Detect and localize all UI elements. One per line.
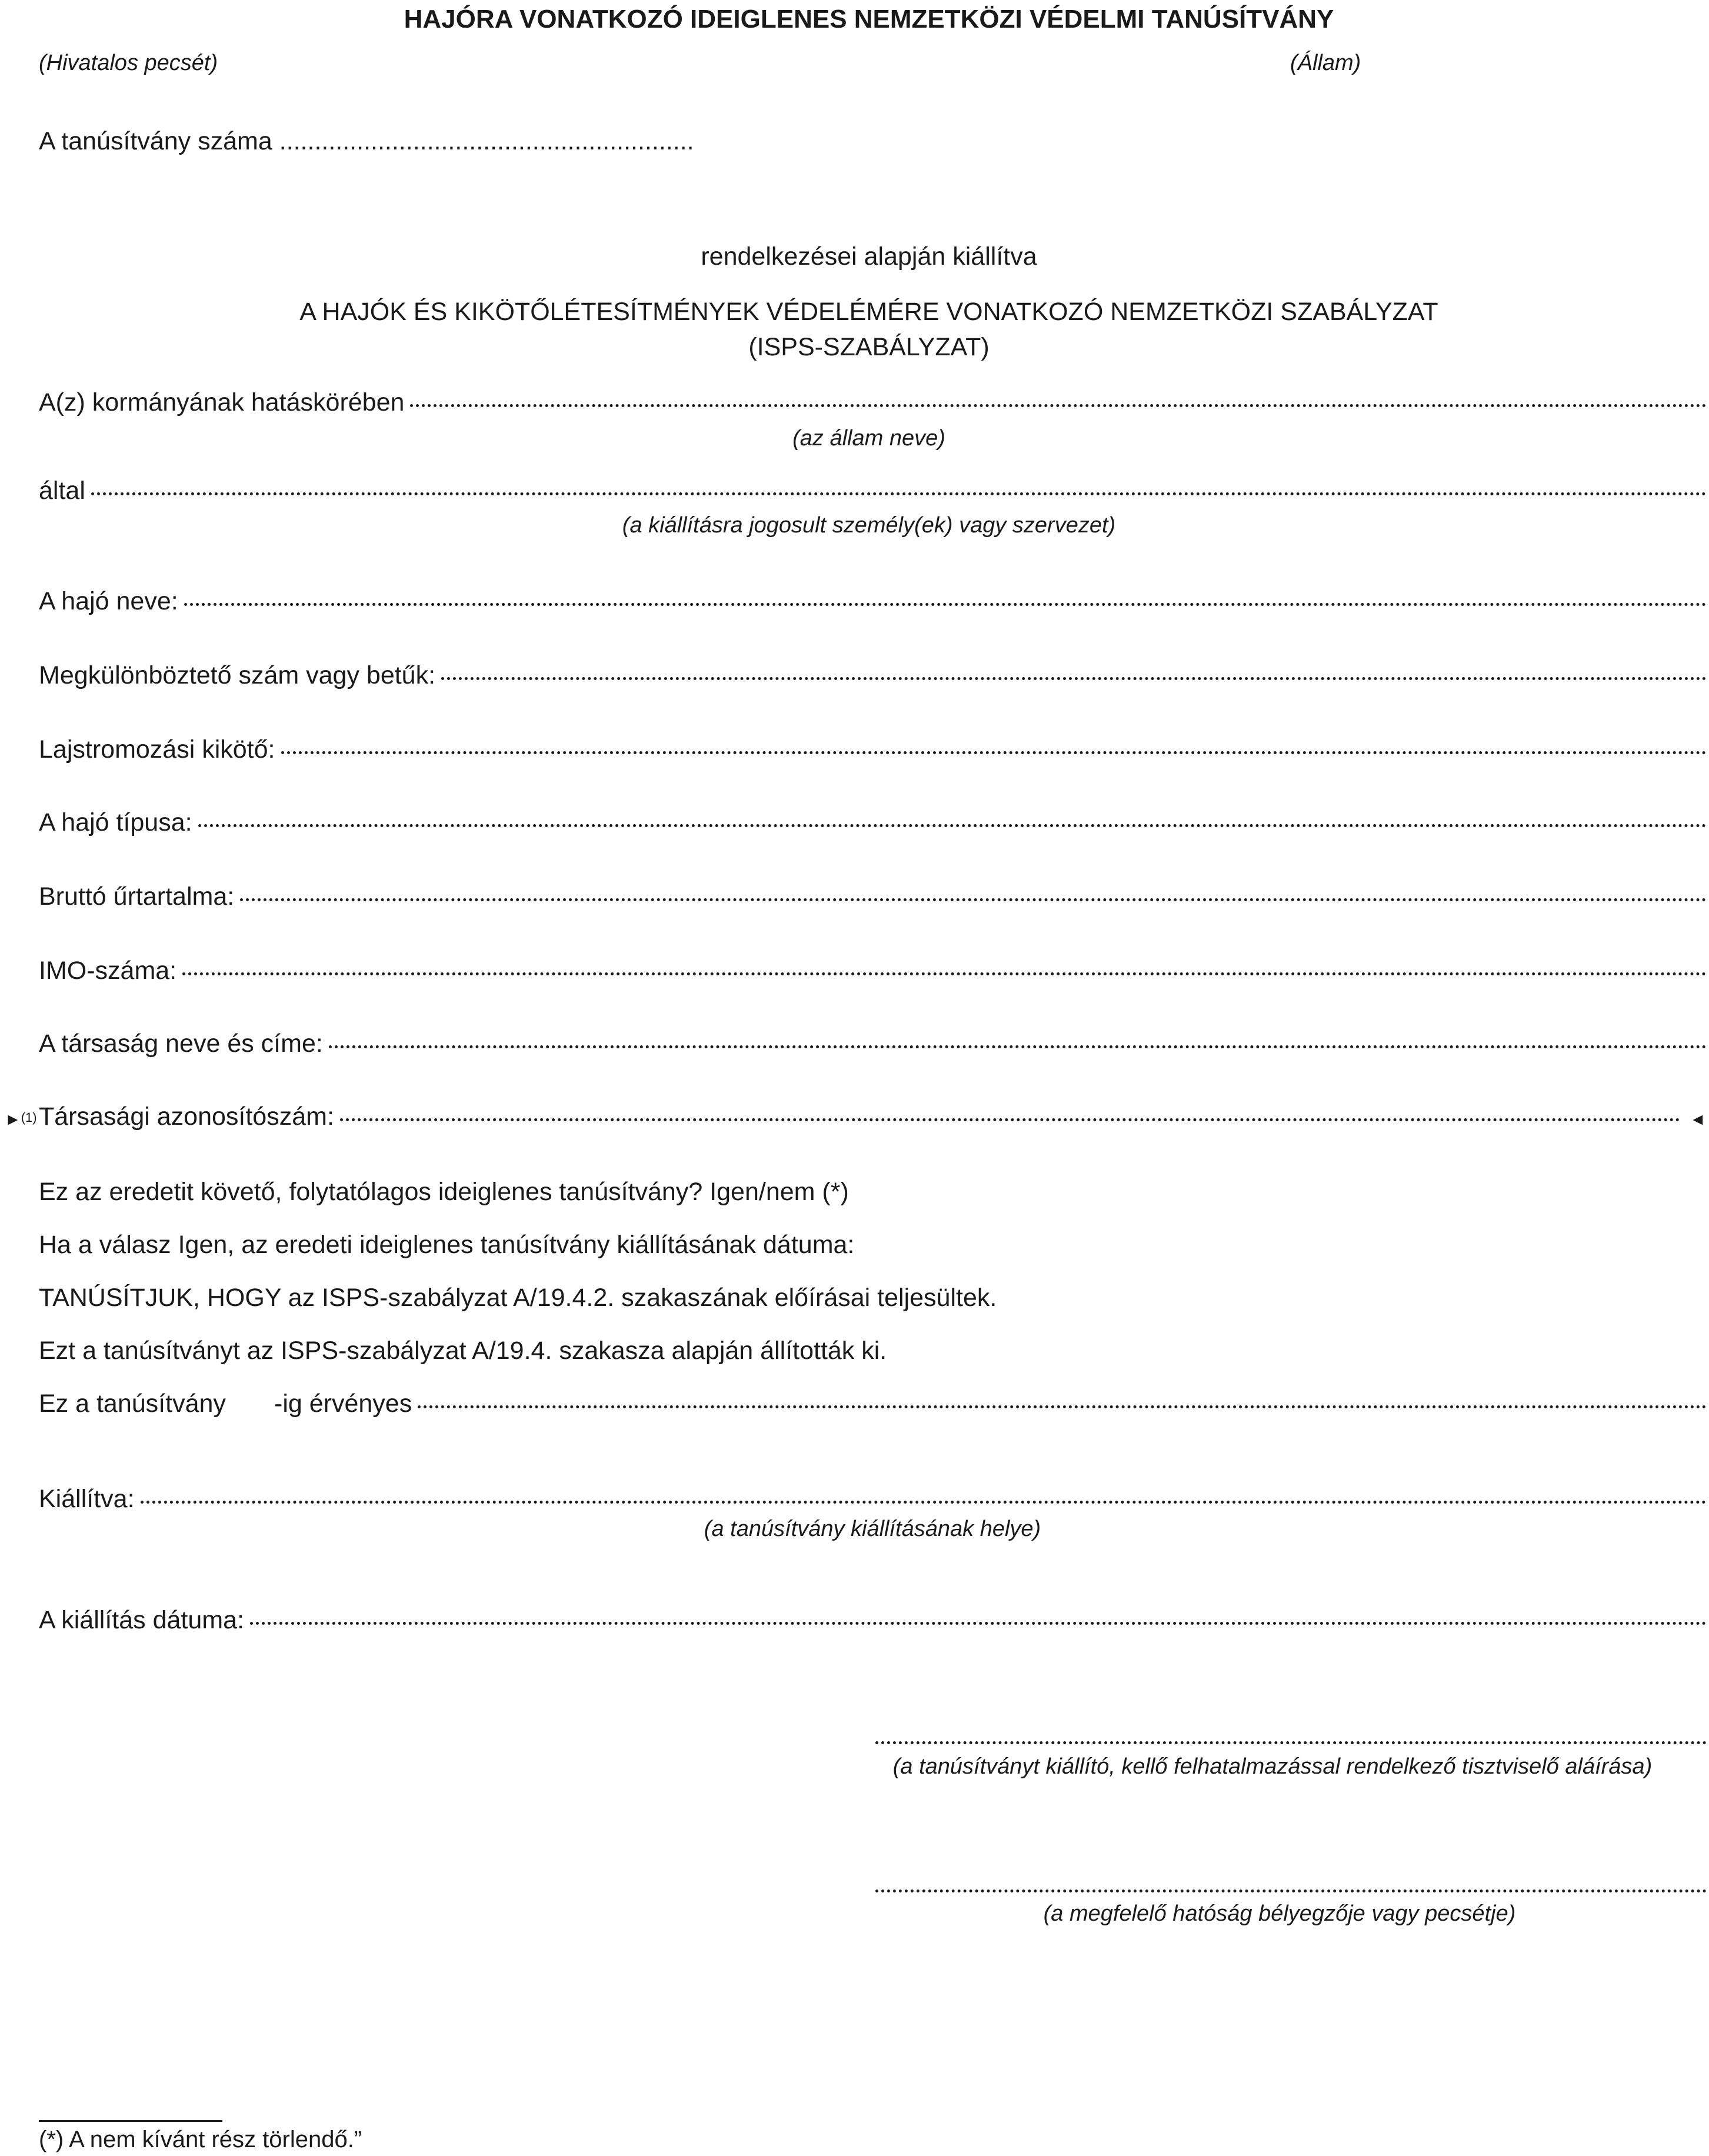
valid-until-prefix: Ez a tanúsítvány	[39, 1389, 226, 1418]
valid-until-dotted-line	[418, 1405, 1707, 1408]
amendment-start-arrow: ►	[5, 1110, 21, 1128]
imo-number-dotted-line	[182, 972, 1707, 975]
ship-type-label: A hajó típusa:	[39, 808, 192, 837]
footnote: (*) A nem kívánt rész törlendő.”	[39, 2127, 362, 2152]
issued-at-hint: (a tanúsítvány kiállításának helye)	[704, 1517, 1041, 1541]
document-title: HAJÓRA VONATKOZÓ IDEIGLENES NEMZETKÖZI VÉDELMI TANÚSÍTVÁNY	[404, 5, 1334, 34]
issued-at-label: Kiállítva:	[39, 1485, 135, 1513]
valid-until-field	[274, 1389, 1707, 1418]
ship-name-label: A hajó neve:	[39, 587, 178, 615]
company-name-dotted-line	[329, 1045, 1707, 1048]
ship-type-field	[39, 808, 1707, 837]
by-label: által	[39, 476, 85, 505]
company-name-label: A társaság neve és címe:	[39, 1029, 323, 1058]
gross-tonnage-label: Bruttó űrtartalma:	[39, 882, 235, 911]
footnote-rule	[39, 2120, 222, 2122]
amendment-end-marker: ◄	[1690, 1110, 1706, 1128]
amendment-start-marker	[5, 1111, 37, 1128]
authority-hint: (a kiállításra jogosult személy(ek) vagy szervezet)	[622, 513, 1116, 538]
ship-name-dotted-line	[184, 603, 1707, 606]
gross-tonnage-field	[39, 882, 1707, 911]
issuing-authority-field	[39, 476, 1707, 505]
certify-statement: TANÚSÍTJUK, HOGY az ISPS-szabályzat A/19.4.2. szakaszának előírásai teljesültek.	[39, 1284, 997, 1312]
issued-under-section: Ezt a tanúsítványt az ISPS-szabályzat A/19.4. szakasza alapján állították ki.	[39, 1337, 887, 1365]
company-id-field	[39, 1102, 1680, 1131]
government-dotted-line	[410, 404, 1707, 407]
ship-type-dotted-line	[198, 824, 1707, 827]
official-seal-label: (Hivatalos pecsét)	[39, 51, 218, 75]
original-date-label: Ha a válasz Igen, az eredeti ideiglenes tanúsítvány kiállításának dátuma:	[39, 1231, 855, 1259]
port-of-registry-dotted-line	[281, 751, 1707, 754]
imo-number-field	[39, 957, 1707, 985]
signature-hint: (a tanúsítványt kiállító, kellő felhatalmazással rendelkező tisztviselő aláírása)	[892, 1754, 1653, 1779]
amendment-reference: (1)	[21, 1110, 37, 1125]
subsequent-certificate-question: Ez az eredetit követő, folytatólagos ideiglenes tanúsítvány? Igen/nem (*)	[39, 1178, 849, 1206]
company-id-label: Társasági azonosítószám:	[39, 1102, 334, 1131]
issued-at-dotted-line	[141, 1501, 1707, 1504]
government-hint: (az állam neve)	[792, 426, 945, 451]
valid-until-suffix: -ig érvényes	[274, 1389, 412, 1418]
imo-number-label: IMO-száma:	[39, 957, 177, 985]
port-of-registry-field	[39, 735, 1707, 764]
government-field	[39, 388, 1707, 417]
certificate-number-label: A tanúsítvány száma ...........................................................	[39, 127, 694, 155]
issued-under-text: rendelkezései alapján kiállítva	[701, 242, 1037, 271]
stamp-dotted-line	[875, 1890, 1707, 1892]
code-title-line1: A HAJÓK ÉS KIKÖTŐLÉTESÍTMÉNYEK VÉDELÉMÉRE VONATKOZÓ NEMZETKÖZI SZABÁLYZAT	[299, 298, 1438, 326]
issue-date-field	[39, 1606, 1707, 1635]
distinctive-number-dotted-line	[441, 677, 1707, 680]
distinctive-number-field	[39, 661, 1707, 690]
distinctive-number-label: Megkülönböztető szám vagy betűk:	[39, 661, 436, 689]
port-of-registry-label: Lajstromozási kikötő:	[39, 735, 275, 764]
company-id-dotted-line	[340, 1118, 1680, 1121]
company-name-field	[39, 1029, 1707, 1058]
issued-at-field	[39, 1485, 1707, 1514]
government-label: A(z) kormányának hatáskörében	[39, 388, 405, 416]
gross-tonnage-dotted-line	[240, 898, 1707, 901]
code-title-line2: (ISPS-SZABÁLYZAT)	[748, 333, 990, 361]
authority-dotted-line	[91, 492, 1707, 495]
ship-name-field	[39, 587, 1707, 616]
issue-date-dotted-line	[250, 1622, 1707, 1625]
state-label: (Állam)	[1290, 51, 1361, 75]
signature-dotted-line	[875, 1741, 1707, 1744]
stamp-hint: (a megfelelő hatóság bélyegzője vagy pecsétje)	[1043, 1901, 1516, 1926]
issue-date-label: A kiállítás dátuma:	[39, 1606, 244, 1634]
